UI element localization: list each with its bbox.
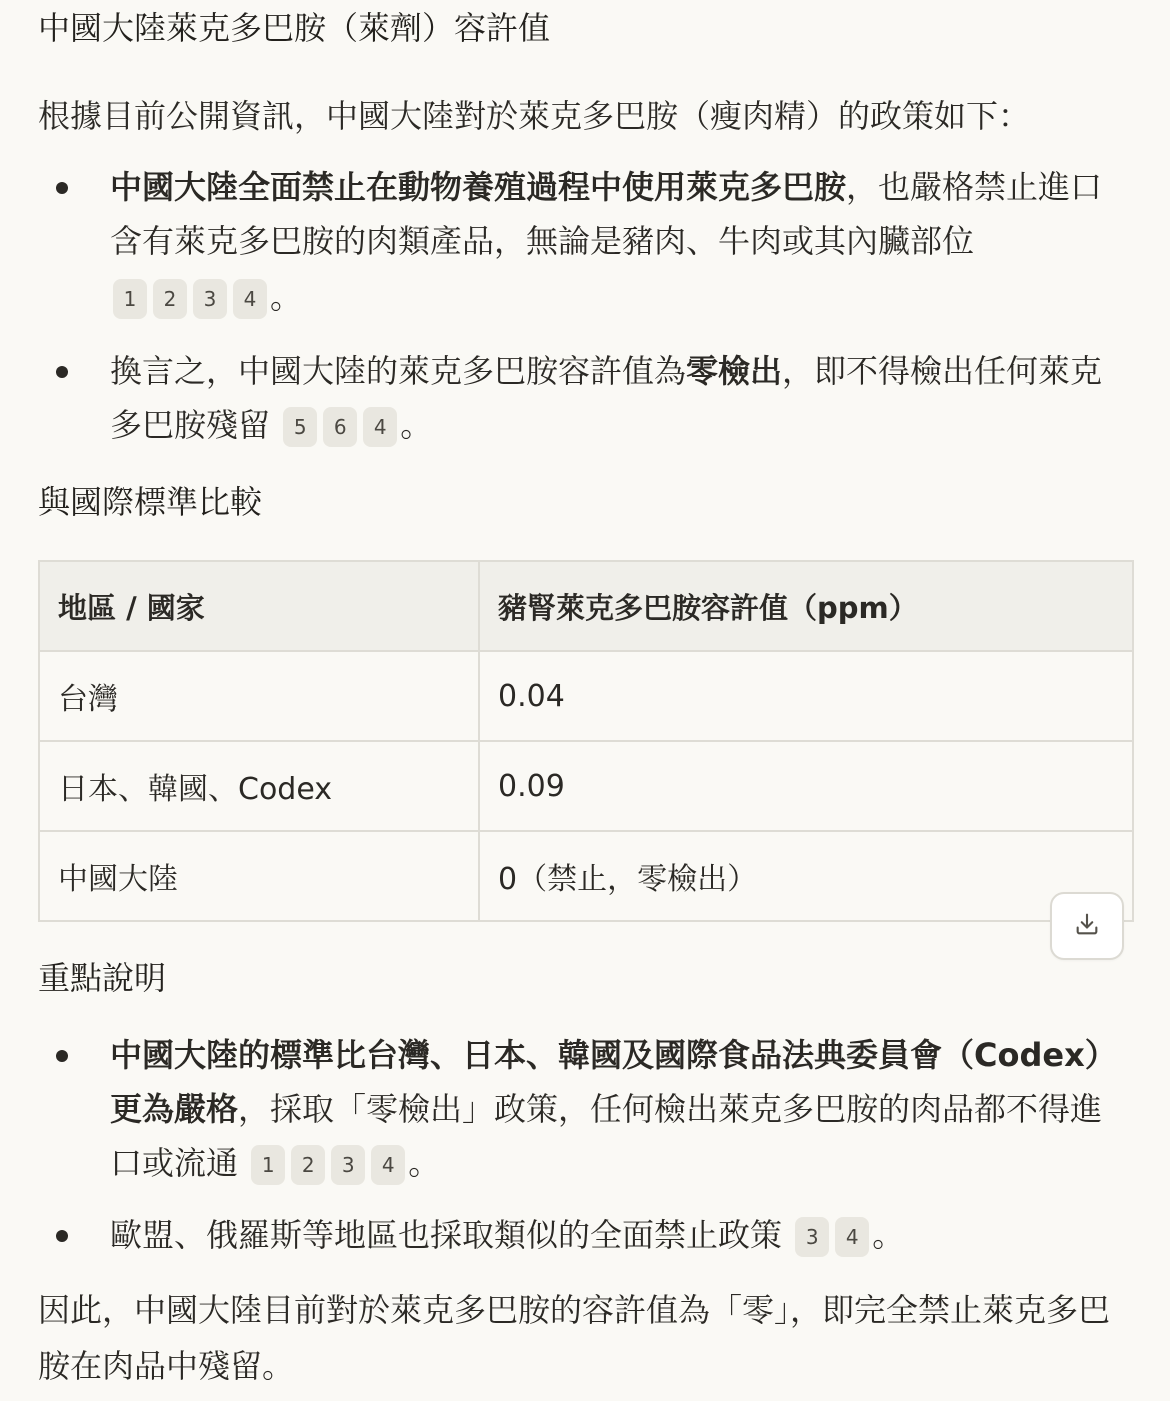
item-text: ，也嚴格禁止進口含有萊克多巴胺的肉類產品，無論是豬肉、牛肉或其內臟部位 — [110, 168, 1103, 260]
citation-badge[interactable]: 2 — [291, 1145, 325, 1185]
citation-badge[interactable]: 4 — [363, 407, 397, 447]
response-content — [38, 0, 1134, 1394]
table-cell: 中國大陸 — [39, 831, 479, 921]
policy-list — [38, 160, 1134, 452]
item-end-punct: 。 — [872, 1216, 905, 1254]
bold-text: 中國大陸的標準比台灣、日本、韓國及國際食品法典委員會（Codex）更為嚴格 — [110, 1036, 1117, 1128]
citation-badge[interactable]: 1 — [251, 1145, 285, 1185]
citation-badge[interactable]: 4 — [233, 279, 267, 319]
item-text: 歐盟、俄羅斯等地區也採取類似的全面禁止政策 — [110, 1216, 783, 1254]
intro-paragraph: 根據目前公開資訊，中國大陸對於萊克多巴胺（瘦肉精）的政策如下： — [38, 97, 1031, 135]
item-end-punct: 。 — [400, 406, 433, 444]
notes-heading: 重點說明 — [38, 959, 167, 997]
citation-badge[interactable]: 4 — [371, 1145, 405, 1185]
bullet-dot — [56, 1230, 68, 1242]
table-cell: 0.04 — [479, 651, 1133, 741]
table-cell: 0.09 — [479, 741, 1133, 831]
citation-badge[interactable]: 3 — [193, 279, 227, 319]
item-text: 換言之，中國大陸的萊克多巴胺容許值為 — [110, 352, 687, 390]
item-text: ，即不得檢出任何萊克多巴胺殘留 — [110, 352, 1103, 444]
bold-text: 零檢出 — [686, 352, 783, 390]
citation-badge[interactable]: 4 — [835, 1217, 869, 1257]
citation-badge[interactable]: 5 — [283, 407, 317, 447]
table-row — [39, 741, 1133, 831]
table-row — [39, 831, 1133, 921]
table-cell: 0（禁止，零檢出） — [479, 831, 1133, 921]
table-header-row — [39, 561, 1133, 651]
bullet-dot — [56, 182, 68, 194]
table-row — [39, 651, 1133, 741]
download-table-button[interactable] — [1050, 892, 1124, 960]
list-item — [38, 160, 1134, 324]
notes-list — [38, 1028, 1134, 1262]
citation-badge[interactable]: 2 — [153, 279, 187, 319]
compare-heading: 與國際標準比較 — [38, 483, 263, 521]
citation-badge[interactable]: 3 — [795, 1217, 829, 1257]
item-text: ，採取「零檢出」政策，任何檢出萊克多巴胺的肉品都不得進口或流通 — [110, 1090, 1103, 1182]
comparison-table — [38, 560, 1134, 922]
conclusion-paragraph: 因此，中國大陸目前對於萊克多巴胺的容許值為「零」，即完全禁止萊克多巴胺在肉品中殘留。 — [38, 1291, 1111, 1385]
list-item — [38, 344, 1134, 452]
table-cell: 日本、韓國、Codex — [39, 741, 479, 831]
page-title: 中國大陸萊克多巴胺（萊劑）容許值 — [38, 9, 551, 47]
bullet-dot — [56, 366, 68, 378]
download-icon — [1073, 910, 1101, 942]
column-header: 地區 / 國家 — [39, 561, 479, 651]
citation-badge[interactable]: 3 — [331, 1145, 365, 1185]
item-end-punct: 。 — [408, 1144, 441, 1182]
citation-badge[interactable]: 6 — [323, 407, 357, 447]
table-container — [38, 560, 1134, 922]
bold-text: 中國大陸全面禁止在動物養殖過程中使用萊克多巴胺 — [110, 168, 847, 206]
list-item — [38, 1208, 1134, 1262]
bullet-dot — [56, 1050, 68, 1062]
table-cell: 台灣 — [39, 651, 479, 741]
citation-badge[interactable]: 1 — [113, 279, 147, 319]
list-item — [38, 1028, 1134, 1190]
item-end-punct: 。 — [270, 278, 303, 316]
column-header: 豬腎萊克多巴胺容許值（ppm） — [479, 561, 1133, 651]
